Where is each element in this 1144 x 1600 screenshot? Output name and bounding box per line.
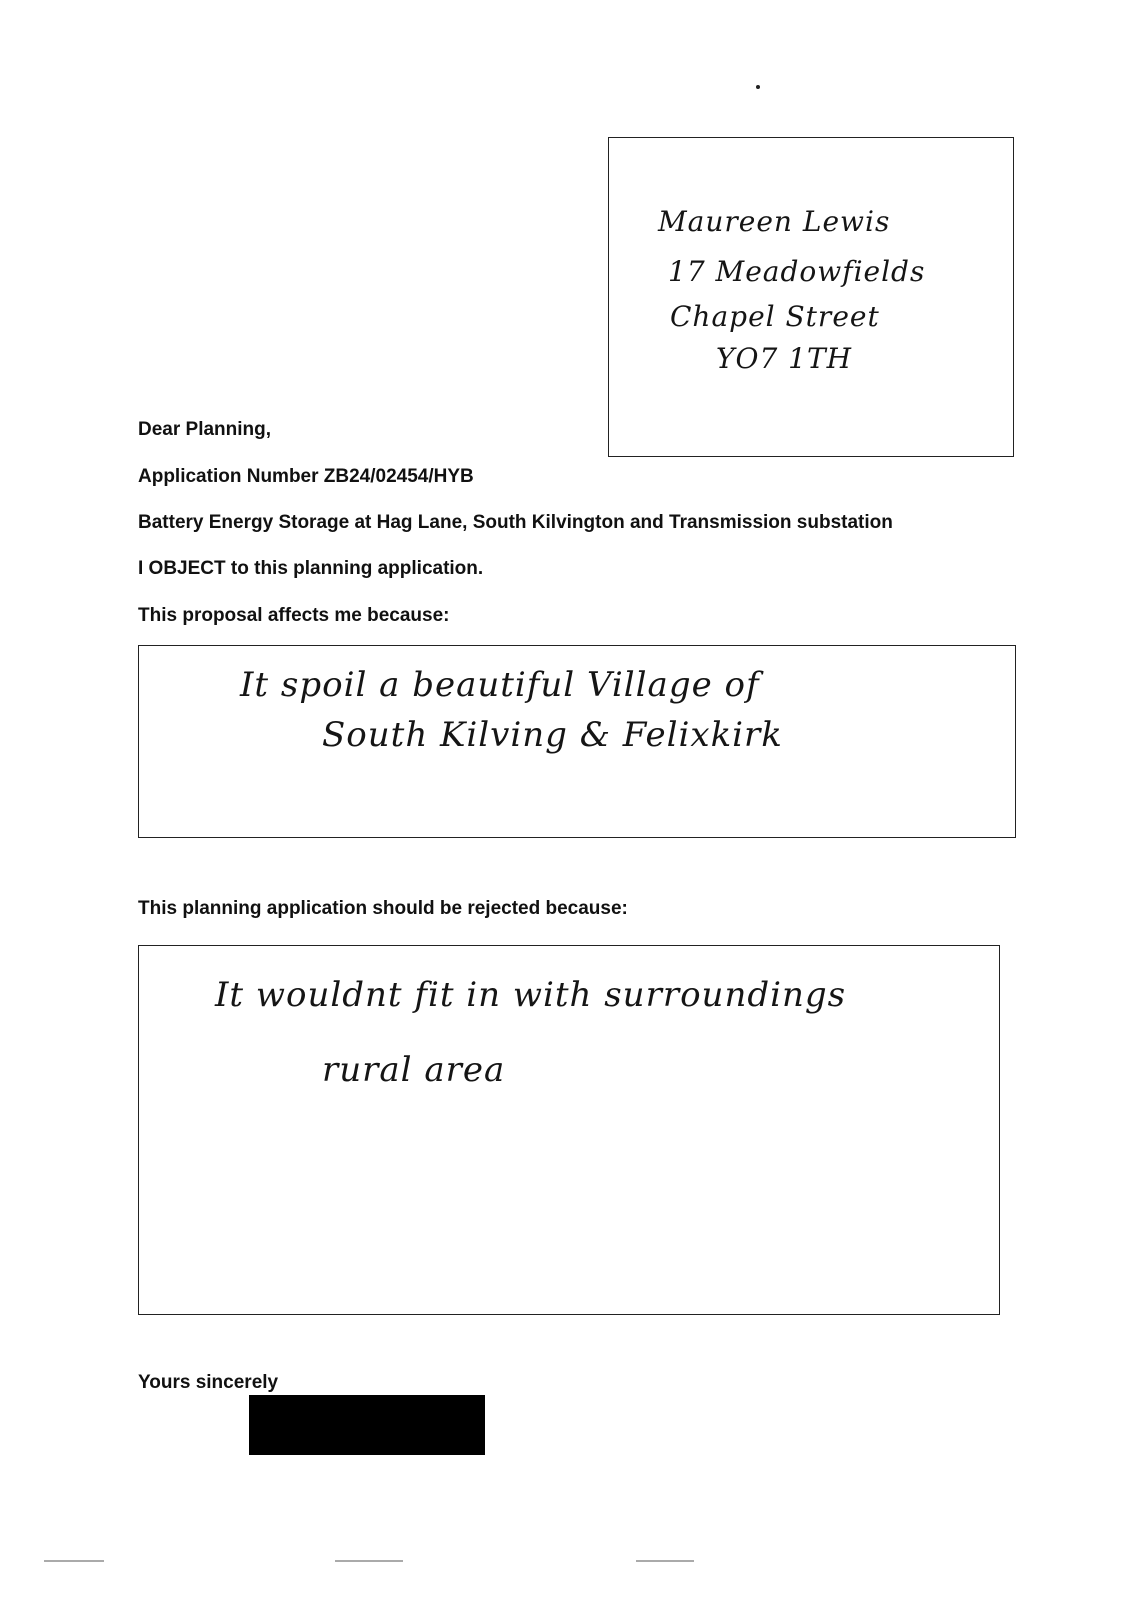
stray-mark [756,85,760,89]
address-line-postcode: YO7 1TH [716,342,853,375]
rejected-handwriting-line-2: rural area [322,1050,506,1090]
affects-handwriting-line-1: It spoil a beautiful Village of [240,665,760,705]
project-title: Battery Energy Storage at Hag Lane, South Kilvington and Transmission substation [138,512,893,533]
scan-artifact [335,1560,403,1562]
scan-artifact [636,1560,694,1562]
affects-handwriting-line-2: South Kilving & Felixkirk [322,715,783,755]
address-line-road: Chapel Street [670,300,880,333]
salutation: Dear Planning, [138,419,272,440]
address-line-name: Maureen Lewis [658,205,891,238]
objection-statement: I OBJECT to this planning application. [138,558,484,579]
rejected-label: This planning application should be rejected because: [138,898,628,919]
signature-redaction [249,1395,485,1455]
rejected-handwriting-line-1: It wouldnt fit in with surroundings [215,975,847,1015]
closing: Yours sincerely [138,1372,279,1393]
application-number: Application Number ZB24/02454/HYB [138,466,474,487]
affects-label: This proposal affects me because: [138,605,450,626]
address-box [608,137,1014,457]
address-line-street: 17 Meadowfields [668,255,926,288]
scan-artifact [44,1560,104,1562]
